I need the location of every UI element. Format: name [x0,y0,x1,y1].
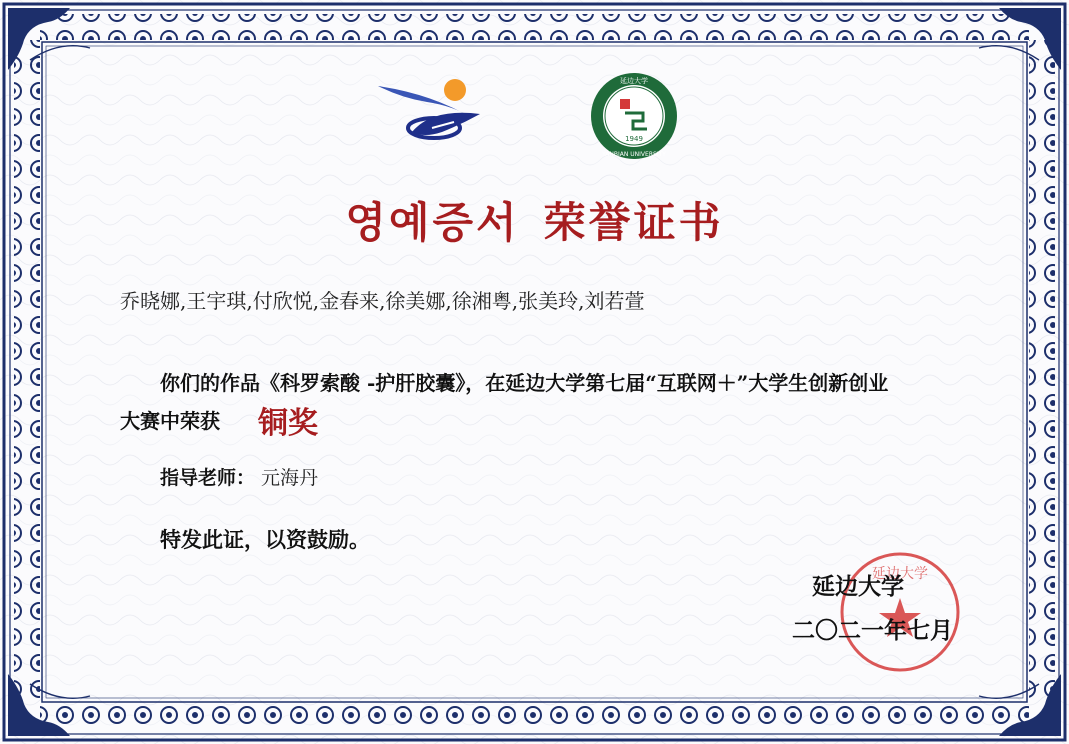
advisor-line [160,463,318,490]
closing-statement: 特发此证，以资鼓励。 [160,528,370,552]
advisor-label: 指导老师： [160,467,256,489]
body-text-line-1: 你们的作品《科罗索酸 -护肝胶囊》，在延边大学第七届“互联网＋”大学生创新创业 [160,371,889,395]
award-level: 铜奖 [258,406,318,441]
seal-text: 延边大学 [872,566,928,582]
title-korean: 영예증서 [345,198,520,247]
recipient-names: 乔晓娜,王宇琪,付欣悦,金春来,徐美娜,徐湘粤,张美玲,刘若萱 [120,289,645,313]
issue-date: 二〇二一年七月 [792,618,953,644]
emblem-top-text: 延边大学 [620,77,648,85]
issuer-name: 延边大学 [812,574,904,600]
emblem-bottom-text: YANBIAN UNIVERSITY [602,151,666,158]
advisor-name: 元海丹 [261,467,319,489]
title-chinese: 荣誉证书 [543,198,724,247]
certificate-title [0,190,1069,250]
body-text-line-2: 大赛中荣获 [120,409,220,433]
emblem-year: 1949 [625,135,643,143]
